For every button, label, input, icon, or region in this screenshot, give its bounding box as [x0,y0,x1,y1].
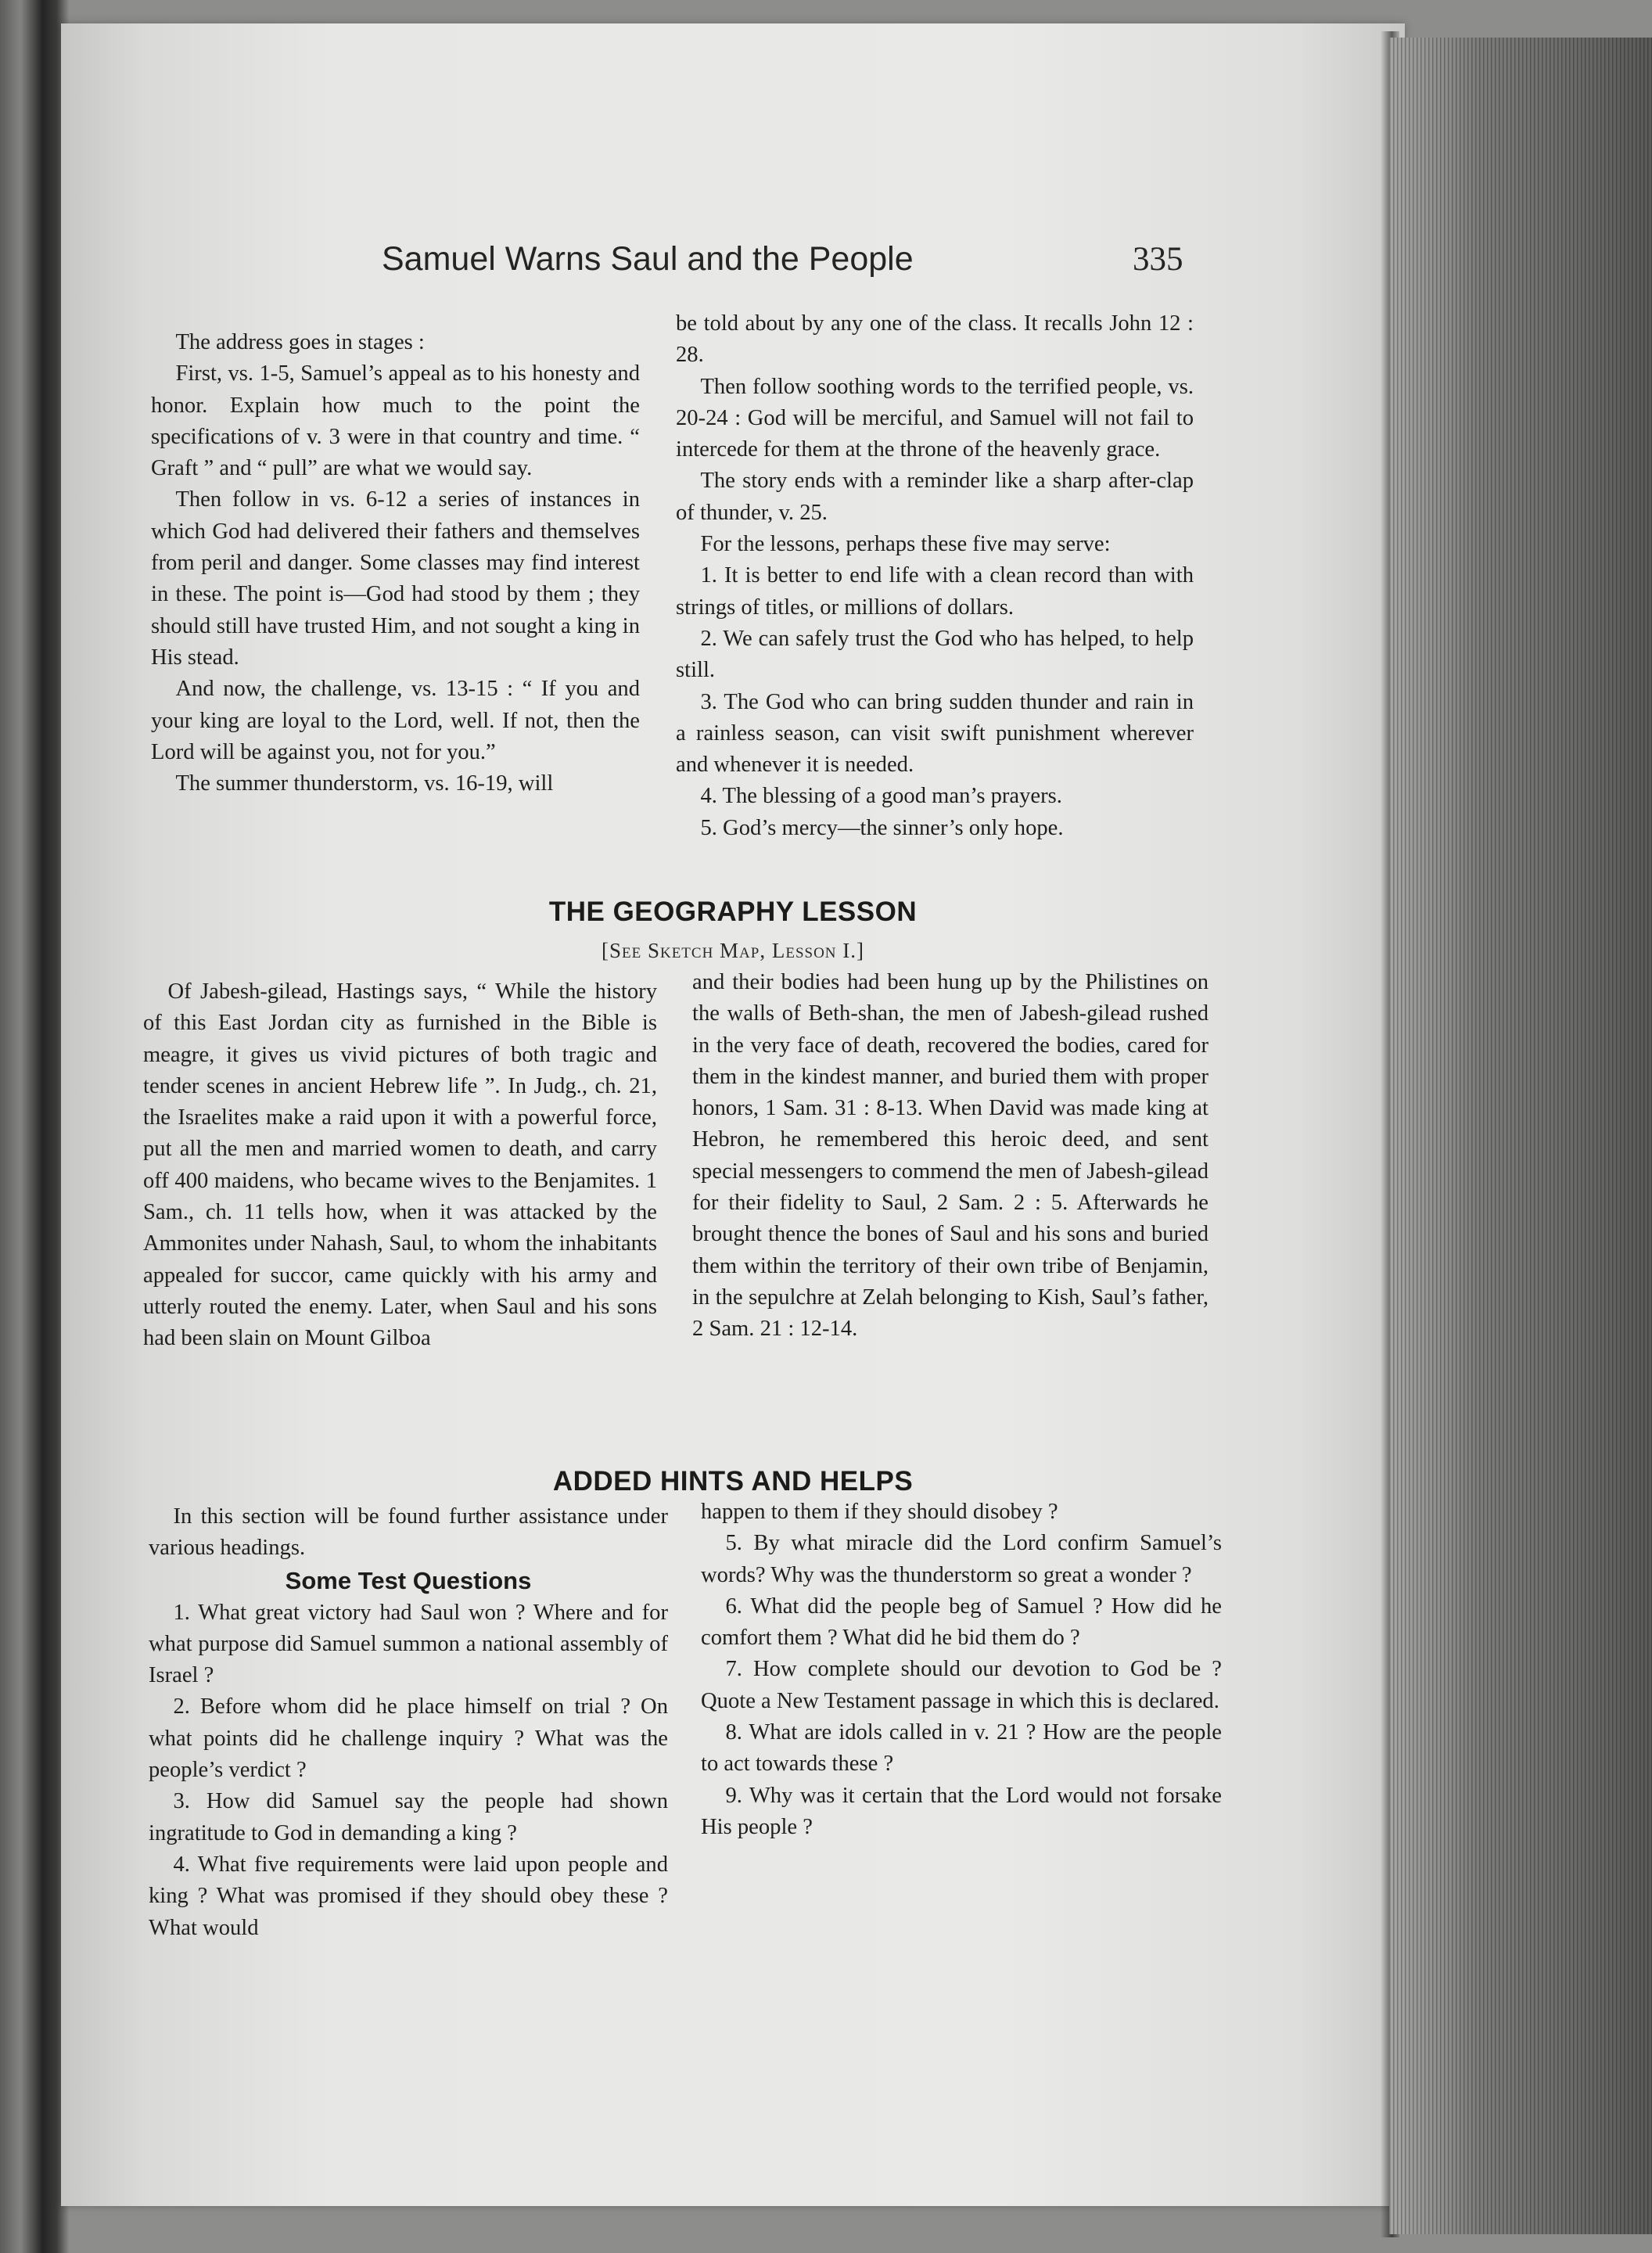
question: 5. By what miracle did the Lord confirm Samuel’s words? Why was the thunderstorm so great a wonder ? [701,1531,1222,1587]
paragraph: Of Jabesh-gilead, Hastings says, “ While the history of this East Jordan city as furnished in the Bible is meagre, it gives us vivid pictures of both tragic and tender scenes in ancient Hebrew life ”. In Judg., ch. 21, the Israelites make a raid upon it with a powerful force, put all the men and married women to death, and carry off 400 maidens, who became wives to the Benjamites. 1 Sam., ch. 11 tells how, when it was attacked by the Ammonites under Nahash, Saul, to whom the inhabitants appealed for succor, came quickly with his army and utterly routed the enemy. Later, when Saul and his sons had been slain on Mount Gilboa [143,979,657,1351]
hints-column-left [149,1501,668,1944]
address-column-left [151,327,640,800]
running-title: Samuel Warns Saul and the People [382,240,914,278]
paragraph: And now, the challenge, vs. 13-15 : “ If you and your king are loyal to the Lord, well. If not, then the Lord will be against you, not for you.” [151,677,640,764]
paragraph: The summer thunderstorm, vs. 16-19, will [175,771,554,796]
paragraph: First, vs. 1-5, Samuel’s appeal as to his honesty and honor. Explain how much to the point the specifications of v. 3 were in that country and time. “ Graft ” and “ pull” are what we would say. [151,361,640,481]
question: 7. How complete should our devotion to God be ? Quote a New Testament passage in which this is declared. [701,1657,1222,1713]
paragraph: Then follow in vs. 6-12 a series of instances in which God had delivered their fathers and themselves from peril and danger. Some classes may find interest in these. The point is—God had stood by them ; they should still have trusted Him, and not sought a king in His stead. [151,487,640,670]
hints-intro: In this section will be found further assistance under various headings. [149,1504,668,1561]
paragraph: and their bodies had been hung up by the Philistines on the walls of Beth-shan, the men of Jabesh-gilead rushed in the very face of death, recovered the bodies, cared for them in the kindest manner, and buried them with proper honors, 1 Sam. 31 : 8-13. When David was made king at Hebron, he remembered this heroic deed, and sent special messengers to commend the men of Jabesh-gilead for their fidelity to Saul, 2 Sam. 2 : 5. Afterwards he brought thence the bones of Saul and his sons and buried them within the territory of their own tribe of Benjamin, in the sepulchre at Zelah belonging to Kish, Saul’s father, 2 Sam. 21 : 12-14. [692,970,1208,1342]
geography-heading: THE GEOGRAPHY LESSON [548,897,918,927]
question: 8. What are idols called in v. 21 ? How are the people to act towards these ? [701,1720,1222,1777]
question-continued: happen to them if they should disobey ? [701,1500,1058,1524]
question: 4. What five requirements were laid upon people and king ? What was promised if they should obey these ? What would [149,1852,668,1940]
page-number: 335 [1133,241,1183,278]
question: 9. Why was it certain that the Lord would not forsake His people ? [701,1783,1222,1839]
page-edges-stack [1389,38,1652,2234]
lesson-item: 1. It is better to end life with a clean record than with strings of titles, or millions of dollars. [676,563,1194,620]
geography-column-left [143,976,657,1355]
paragraph: Then follow soothing words to the terrified people, vs. 20-24 : God will be merciful, and Samuel will not fail to intercede for them at the throne of the heavenly grace. [676,374,1194,462]
hints-column-right [701,1497,1222,1843]
question: 6. What did the people beg of Samuel ? How did he comfort them ? What did he bid them do ? [701,1594,1222,1651]
geography-column-right [692,967,1208,1346]
question: 1. What great victory had Saul won ? Where and for what purpose did Samuel summon a national assembly of Israel ? [149,1600,668,1688]
lesson-item: 2. We can safely trust the God who has helped, to help still. [676,626,1194,683]
paragraph: be told about by any one of the class. It recalls John 12 : 28. [676,311,1194,368]
book-spine-edge [0,0,69,2253]
test-questions-heading: Some Test Questions [285,1566,532,1594]
hints-heading: ADDED HINTS AND HELPS [552,1466,914,1497]
paragraph: The address goes in stages : [175,330,425,354]
lesson-item: 5. God’s mercy—the sinner’s only hope. [700,815,1064,840]
paragraph: The story ends with a reminder like a sharp after-clap of thunder, v. 25. [676,469,1194,525]
question: 2. Before whom did he place himself on trial ? On what points did he challenge inquiry ? What was the people’s verdict ? [149,1694,668,1783]
lesson-item: 4. The blessing of a good man’s prayers. [700,784,1062,809]
lesson-item: 3. The God who can bring sudden thunder and rain in a rainless season, can visit swift punishment wherever and whenever it is needed. [676,689,1194,778]
question: 3. How did Samuel say the people had shown ingratitude to God in demanding a king ? [149,1789,668,1845]
paragraph: For the lessons, perhaps these five may serve: [700,532,1111,557]
geography-subtitle: [See Sketch Map, Lesson I.] [601,939,864,962]
address-column-right [676,308,1194,844]
